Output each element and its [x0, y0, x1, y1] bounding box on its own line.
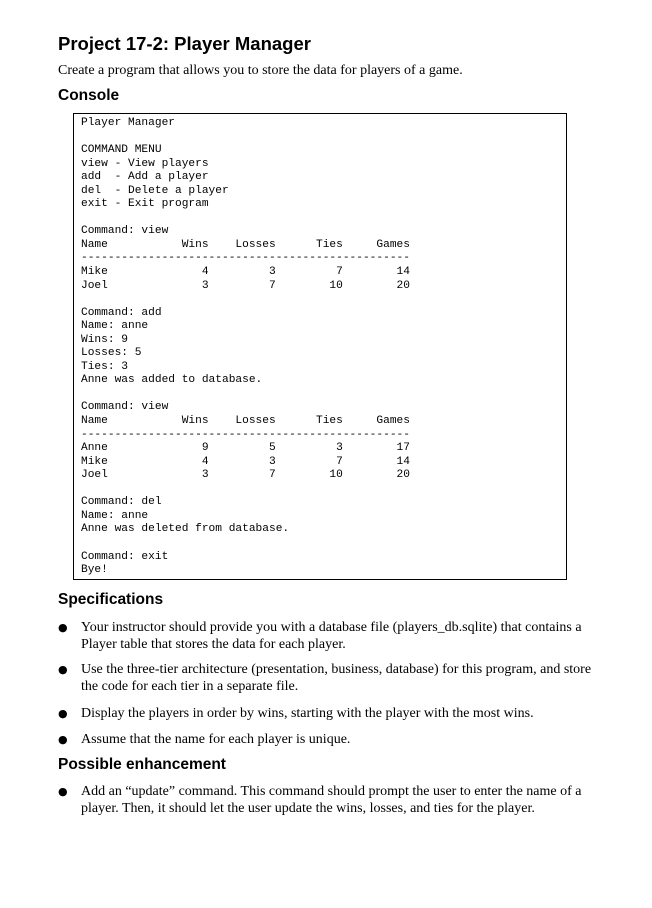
console-line: Anne was added to database.	[81, 374, 263, 387]
console-line: Wins: 9	[81, 333, 128, 346]
specifications-heading: Specifications	[58, 591, 164, 608]
console-line: Anne 9 5 3 17	[81, 442, 410, 455]
console-line: add - Add a player	[81, 171, 209, 184]
console-line: Name Wins Losses Ties Games	[81, 415, 410, 428]
console-line: Name: anne	[81, 509, 149, 522]
list-item-text: Your instructor should provide you with a database file (players_db.sqlite) that contains a Player table that stores the data for each player.	[81, 620, 582, 652]
console-line: Name Wins Losses Ties Games	[81, 238, 410, 251]
enhancement-heading: Possible enhancement	[58, 756, 226, 773]
console-line: Name: anne	[81, 320, 149, 333]
console-line: Joel 3 7 10 20	[81, 469, 410, 482]
console-line: Mike 4 3 7 14	[81, 266, 410, 279]
console-line: COMMAND MENU	[81, 144, 162, 157]
console-line: Bye!	[81, 564, 108, 577]
console-line: Command: add	[81, 306, 162, 319]
console-line: Ties: 3	[81, 360, 128, 373]
console-line: Mike 4 3 7 14	[81, 455, 410, 468]
console-line: Command: view	[81, 401, 169, 414]
bullet-icon: ●	[58, 707, 68, 720]
list-item-text: Display the players in order by wins, starting with the player with the most wins.	[81, 706, 534, 721]
page-title: Project 17-2: Player Manager	[58, 33, 311, 54]
list-item-text: Add an “update” command. This command should prompt the user to enter the name of a player. Then, it should let the user update the wins, losses, and ties for the player.	[81, 784, 582, 816]
bullet-icon: ●	[58, 733, 68, 746]
list-item-text: Assume that the name for each player is unique.	[81, 732, 351, 747]
console-line: del - Delete a player	[81, 184, 229, 197]
console-line: Joel 3 7 10 20	[81, 279, 410, 292]
console-line: Command: del	[81, 496, 162, 509]
console-heading: Console	[58, 87, 120, 104]
bullet-icon: ●	[58, 621, 68, 634]
console-line: Command: view	[81, 225, 169, 238]
list-item-text: Use the three-tier architecture (presentation, business, database) for this program, and store the code for each tier in a separate file.	[81, 662, 592, 694]
console-line: Losses: 5	[81, 347, 142, 360]
console-line: Player Manager	[81, 117, 175, 129]
console-line: view - View players	[81, 157, 209, 170]
console-line: exit - Exit program	[81, 198, 209, 211]
console-line: Anne was deleted from database.	[81, 523, 290, 536]
bullet-icon: ●	[58, 663, 68, 676]
console-line: -------------------------------------------------	[81, 252, 410, 265]
console-box	[73, 113, 567, 580]
console-output	[81, 117, 410, 578]
bullet-icon: ●	[58, 785, 68, 798]
console-line: Command: exit	[81, 550, 169, 563]
intro-text: Create a program that allows you to store the data for players of a game.	[58, 63, 463, 78]
console-line: -------------------------------------------------	[81, 428, 410, 441]
